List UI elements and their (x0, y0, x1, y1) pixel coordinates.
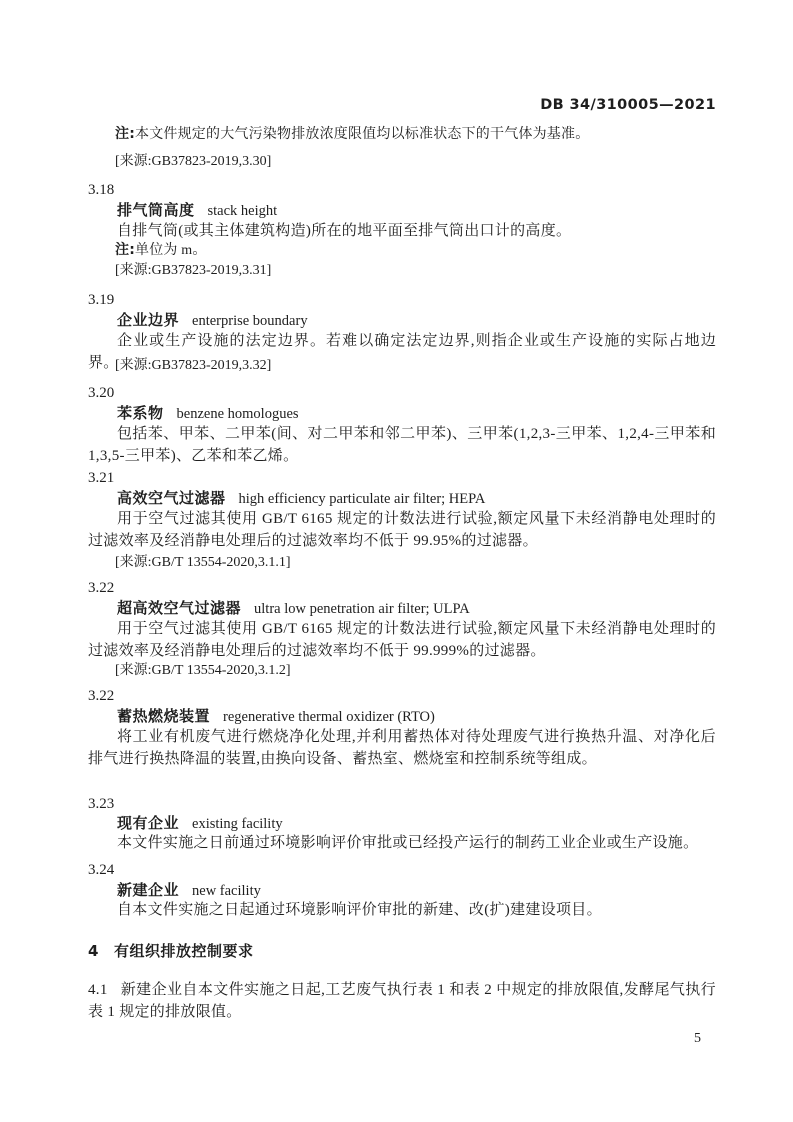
term-line (88, 488, 716, 509)
term-zh: 高效空气过滤器 (117, 489, 226, 507)
term-zh: 现有企业 (117, 814, 180, 832)
note-text: 单位为 m。 (135, 243, 207, 258)
note-text: 本文件规定的大气污染物排放浓度限值均以标准状态下的干气体为基准。 (135, 127, 590, 142)
term-number: 3.18 (88, 182, 115, 198)
term-line (88, 880, 716, 901)
term-line (88, 403, 716, 424)
term-zh: 企业边界 (117, 311, 180, 329)
note-line (88, 240, 716, 261)
term-definition: 本文件实施之日前通过环境影响评价审批或已经投产运行的制药工业企业或生产设施。 (117, 835, 699, 851)
page-number: 5 (694, 1031, 701, 1046)
term-line (88, 598, 716, 619)
term-en: existing facility (192, 816, 283, 832)
term-number: 3.24 (88, 862, 115, 878)
clause-paragraph (88, 979, 716, 1023)
note-label: 注: (115, 242, 135, 258)
term-definition: 用于空气过滤其使用 GB/T 6165 规定的计数法进行试验,额定风量下未经消静电处理时的过滤效率及经消静电处理后的过滤效率均不低于 99.95%的过滤器。 (88, 511, 716, 549)
term-definition: 企业或生产设施的法定边界。若难以确定法定边界,则指企业或生产设施的实际占地边界。 (88, 333, 716, 371)
term-zh: 排气筒高度 (117, 201, 195, 219)
section-heading (88, 941, 716, 961)
note-label: 注: (115, 126, 135, 142)
note-line (88, 124, 716, 145)
term-line (88, 813, 716, 834)
term-definition: 包括苯、甲苯、二甲苯(间、对二甲苯和邻二甲苯)、三甲苯(1,2,3-三甲苯、1,2,4-三甲苯和 1,3,5-三甲苯)、乙苯和苯乙烯。 (88, 426, 716, 464)
clause-text: 新建企业自本文件实施之日起,工艺废气执行表 1 和表 2 中规定的排放限值,发酵尾气执行表 1 规定的排放限值。 (88, 982, 716, 1020)
term-line (88, 310, 716, 331)
source-line: [来源:GB37823-2019,3.31] (115, 263, 272, 278)
section-number: 4 (88, 942, 99, 960)
term-en: regenerative thermal oxidizer (RTO) (223, 709, 435, 725)
term-line (88, 200, 716, 221)
source-line: [来源:GB/T 13554-2020,3.1.1] (115, 555, 291, 570)
term-en: stack height (207, 203, 278, 219)
term-definition: 自本文件实施之日起通过环境影响评价审批的新建、改(扩)建建设项目。 (117, 902, 602, 918)
clause-number: 4.1 (88, 982, 108, 998)
term-zh: 苯系物 (117, 404, 164, 422)
term-zh: 新建企业 (117, 881, 180, 899)
term-number: 3.21 (88, 470, 115, 486)
term-number: 3.22 (88, 688, 115, 704)
term-line (88, 706, 716, 727)
term-zh: 蓄热燃烧装置 (117, 707, 211, 725)
term-definition: 用于空气过滤其使用 GB/T 6165 规定的计数法进行试验,额定风量下未经消静电处理时的过滤效率及经消静电处理后的过滤效率均不低于 99.999%的过滤器。 (88, 621, 716, 659)
term-definition: 将工业有机废气进行燃烧净化处理,并利用蓄热体对待处理废气进行换热升温、对净化后排气进行换热降温的装置,由换向设备、蓄热室、燃烧室和控制系统等组成。 (88, 729, 716, 767)
page-content (88, 0, 716, 1122)
term-number: 3.19 (88, 292, 115, 308)
term-number: 3.22 (88, 580, 115, 596)
term-zh: 超高效空气过滤器 (117, 599, 242, 617)
term-en: ultra low penetration air filter; ULPA (254, 601, 470, 617)
term-definition: 自排气筒(或其主体建筑构造)所在的地平面至排气筒出口计的高度。 (117, 223, 572, 239)
term-en: benzene homologues (176, 406, 299, 422)
term-number: 3.23 (88, 796, 115, 812)
source-line: [来源:GB/T 13554-2020,3.1.2] (115, 663, 291, 678)
term-en: high efficiency particulate air filter; HEPA (238, 491, 486, 507)
source-line: [来源:GB37823-2019,3.30] (115, 154, 272, 169)
term-number: 3.20 (88, 385, 115, 401)
term-en: enterprise boundary (192, 313, 308, 329)
section-title: 有组织排放控制要求 (113, 942, 254, 960)
term-en: new facility (192, 883, 261, 899)
doc-code-header: DB 34/310005—2021 (540, 97, 716, 113)
source-line: [来源:GB37823-2019,3.32] (115, 358, 272, 373)
